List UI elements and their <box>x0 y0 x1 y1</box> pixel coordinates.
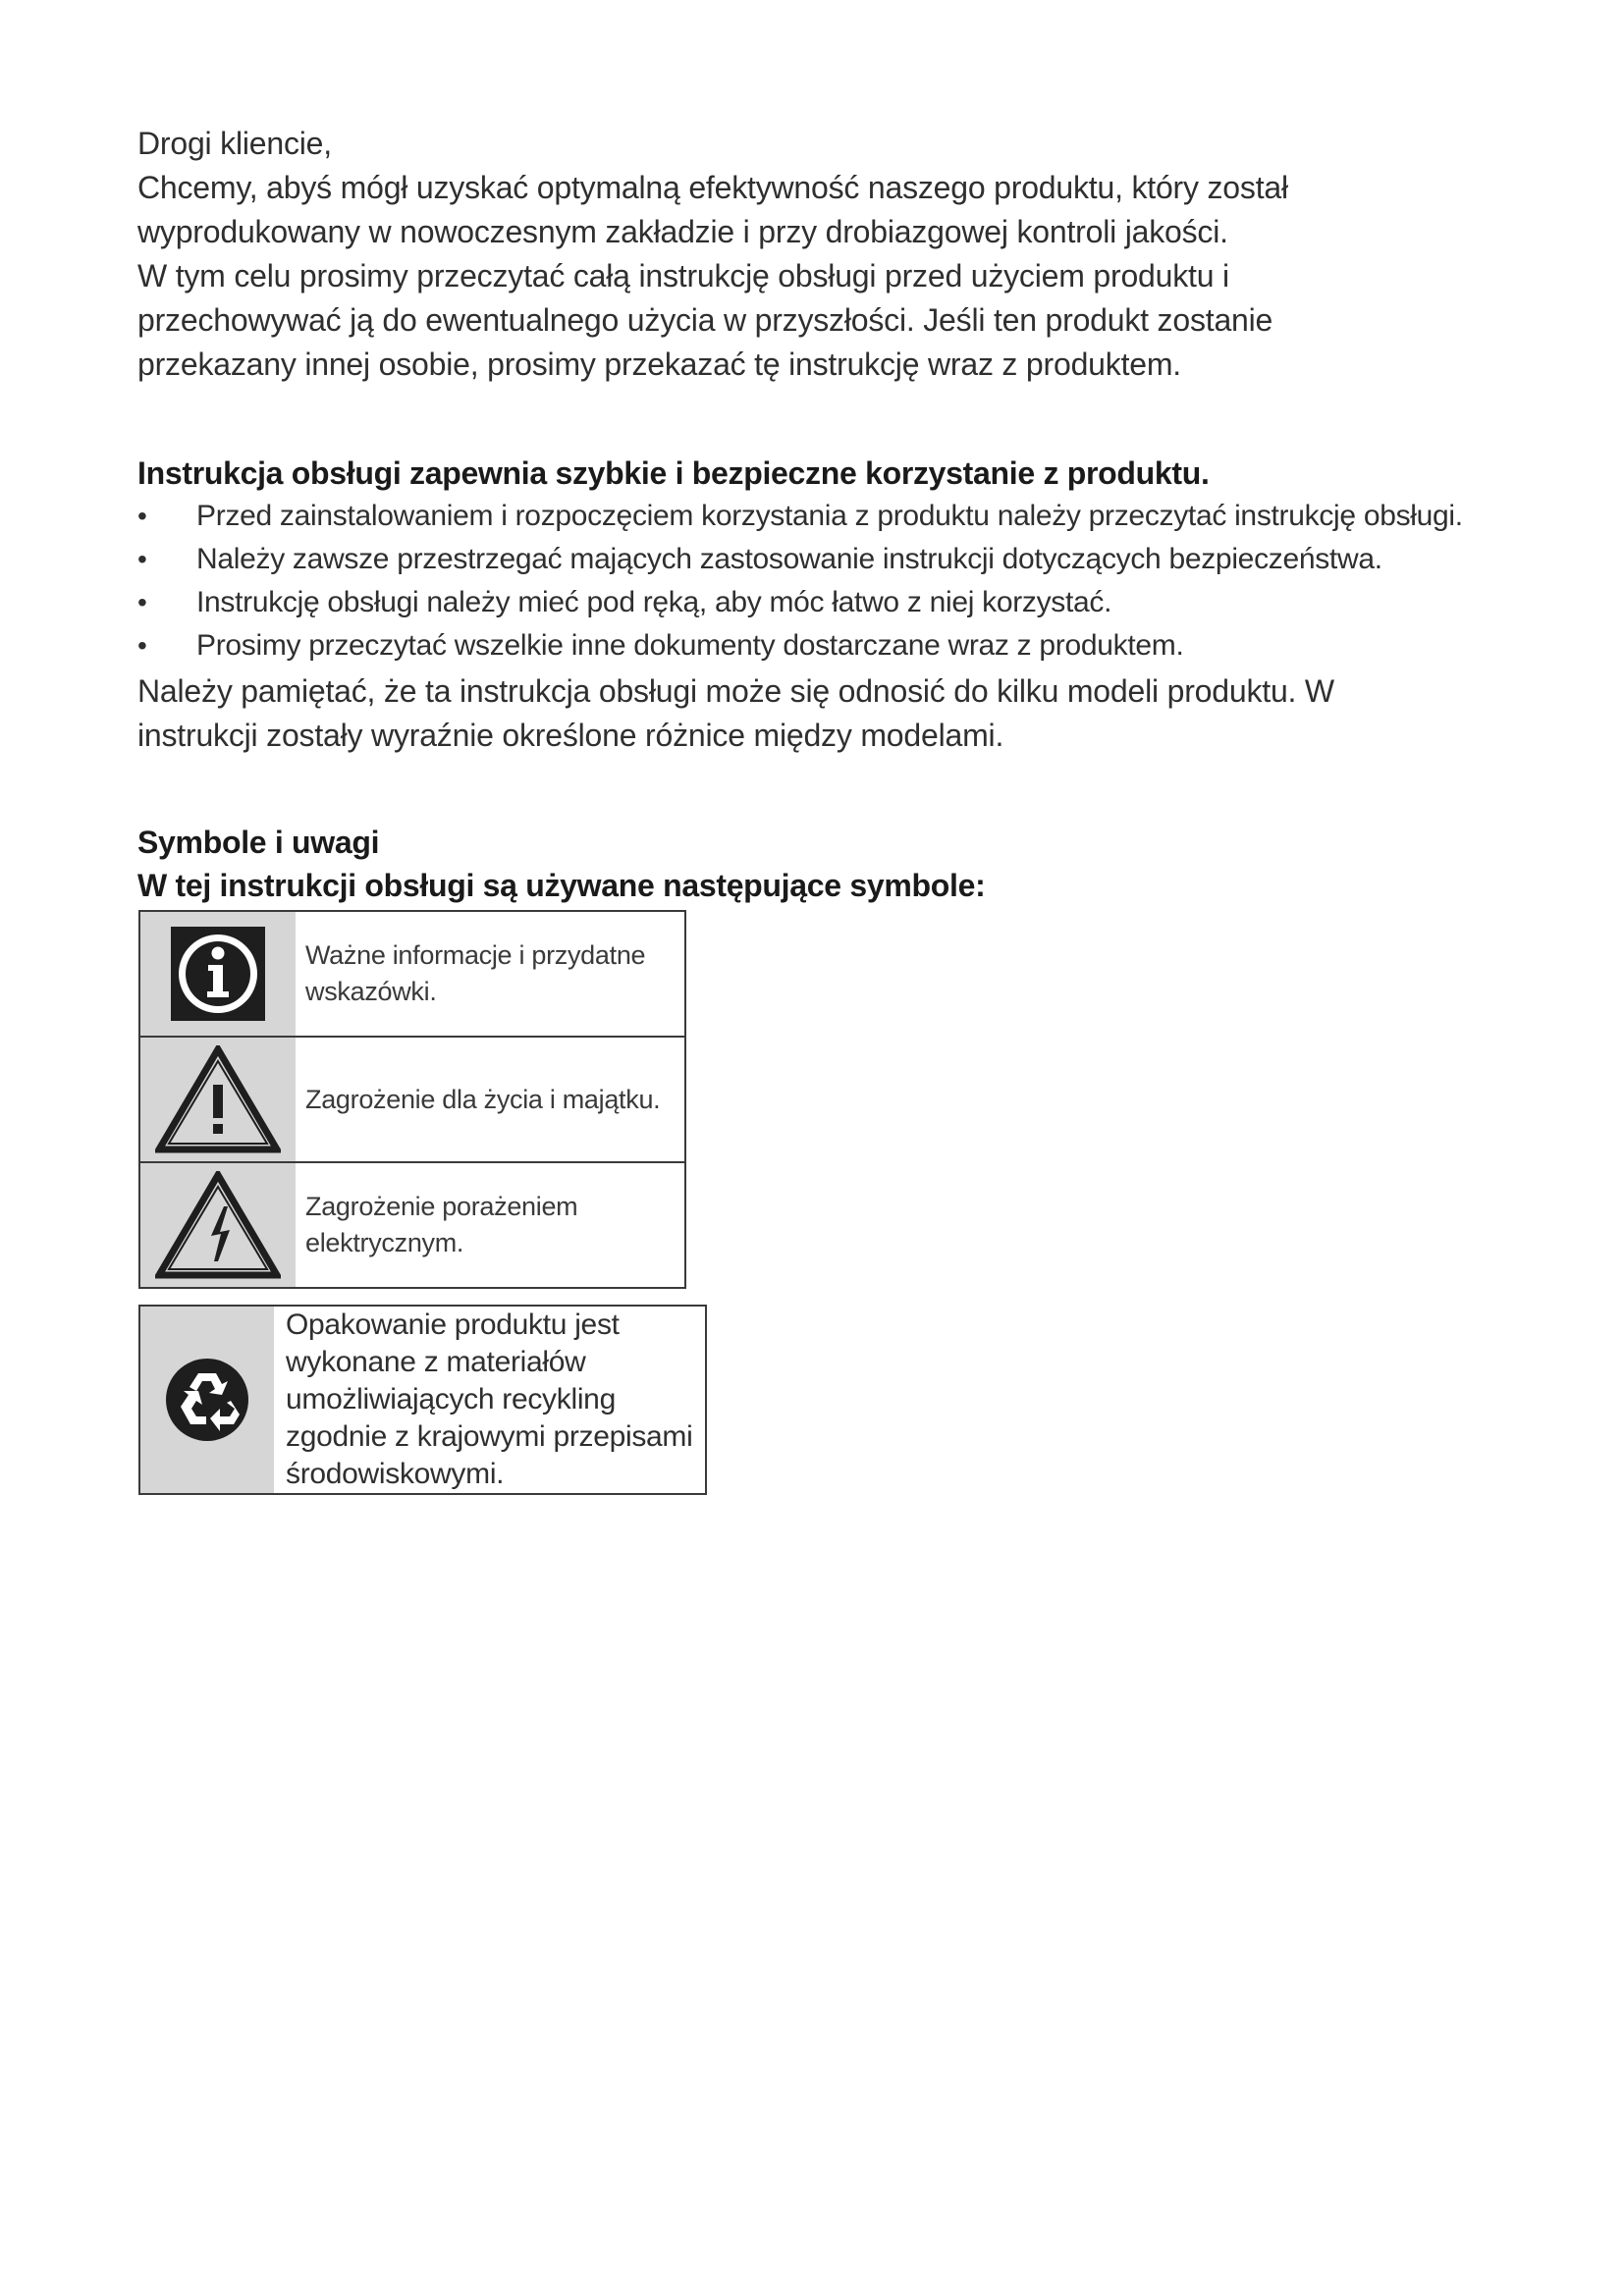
bullet-text: Instrukcję obsługi należy mieć pod ręką, aby móc łatwo z niej korzystać. <box>196 586 1112 618</box>
manual-bullet-list <box>137 495 1492 667</box>
electric-shock-icon <box>155 1171 281 1279</box>
recycling-notice <box>138 1305 707 1495</box>
bullet-icon: • <box>137 630 147 661</box>
list-item <box>137 624 1492 667</box>
info-icon <box>171 927 265 1021</box>
list-item <box>137 581 1492 624</box>
symbol-row-warning <box>140 1038 684 1163</box>
warning-icon <box>155 1045 281 1153</box>
symbols-table <box>138 910 686 1289</box>
page-content <box>137 122 1492 907</box>
symbol-row-electric <box>140 1163 684 1287</box>
models-note: Należy pamiętać, że ta instrukcja obsługi może się odnosić do kilku modeli produktu. W instrukcji zostały wyraźnie określone różnice między modelami. <box>137 673 1334 753</box>
bullet-text: Należy zawsze przestrzegać mających zastosowanie instrukcji dotyczących bezpieczeństwa. <box>196 543 1382 575</box>
bullet-icon: • <box>137 501 147 531</box>
list-item <box>137 495 1492 538</box>
symbol-description: Ważne informacje i przydatne wskazówki. <box>305 940 646 1006</box>
bullet-text: Prosimy przeczytać wszelkie inne dokumenty dostarczane wraz z produktem. <box>196 629 1184 662</box>
bullet-icon: • <box>137 587 147 617</box>
intro-paragraph-1: Chcemy, abyś mógł uzyskać optymalną efektywność naszego produktu, który został wyprodukowany w nowoczesnym zakładzie i przy drobiazgowej kontroli jakości. <box>137 170 1288 249</box>
symbols-subheading: W tej instrukcji obsługi są używane następujące symbole: <box>137 868 986 903</box>
list-item <box>137 538 1492 581</box>
bullet-icon: • <box>137 544 147 574</box>
recycling-description: Opakowanie produktu jest wykonane z materiałów umożliwiających recykling zgodnie z krajowymi przepisami środowiskowymi. <box>286 1308 693 1490</box>
intro-paragraph-2: W tym celu prosimy przeczytać całą instrukcję obsługi przed użyciem produktu i przechowywać ją do ewentualnego użycia w przyszłości. Jeśli ten produkt zostanie przekazany innej osobie, prosimy przekazać tę instrukcję wraz z produktem. <box>137 258 1273 382</box>
symbol-description: Zagrożenie dla życia i majątku. <box>305 1084 661 1114</box>
symbol-description: Zagrożenie porażeniem elektrycznym. <box>305 1192 578 1257</box>
symbol-row-info <box>140 912 684 1038</box>
recycle-icon <box>165 1358 249 1442</box>
manual-heading: Instrukcja obsługi zapewnia szybkie i bezpieczne korzystanie z produktu. <box>137 455 1210 491</box>
greeting: Drogi kliencie, <box>137 126 332 161</box>
bullet-text: Przed zainstalowaniem i rozpoczęciem korzystania z produktu należy przeczytać instrukcję obsługi. <box>196 500 1463 532</box>
symbols-heading: Symbole i uwagi <box>137 825 380 860</box>
